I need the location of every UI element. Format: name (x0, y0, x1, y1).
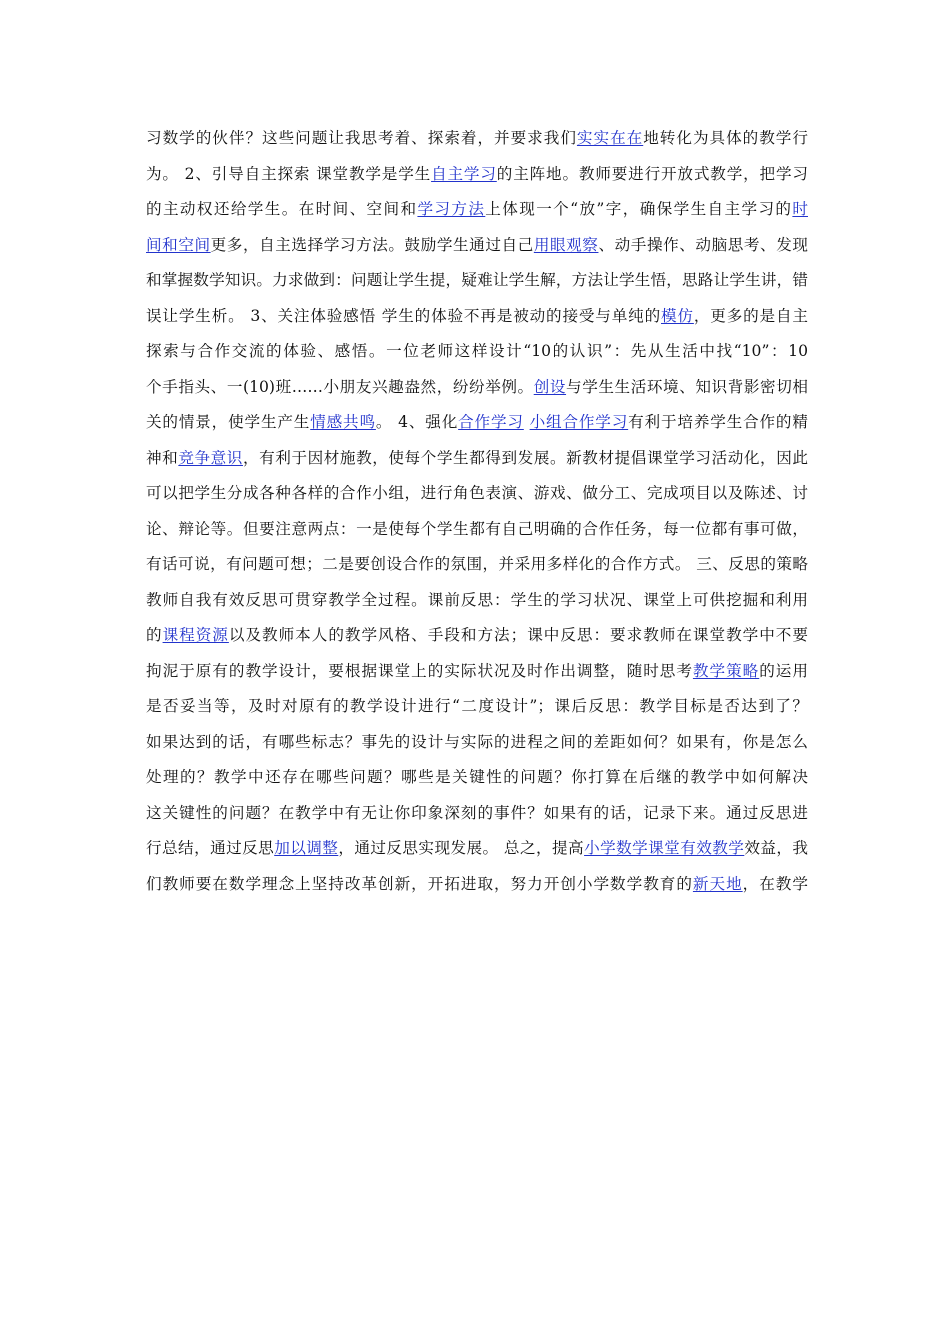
hyperlink[interactable]: 加以调整 (274, 839, 339, 857)
text-run: 和掌握数学知识。力求做到：问题让学生提，疑难让学生解，方法让学生悟，思路让学生讲，错 (146, 271, 808, 289)
text-run: 上体现一个“放”字，确保学生自主学习的 (485, 200, 793, 218)
text-line (146, 760, 808, 796)
text-line (146, 689, 808, 725)
hyperlink[interactable]: 新天地 (692, 874, 743, 893)
text-run: 探索与合作交流的体验、感悟。一位老师这样设计“10的认识”：先从生活中找“10”：10 (146, 342, 808, 360)
hyperlink[interactable]: 用眼观察 (533, 235, 599, 254)
hyperlink[interactable]: 合作学习 (458, 413, 524, 431)
hyperlink[interactable]: 小学数学课堂有效教学 (584, 839, 745, 857)
text-line (146, 476, 808, 512)
hyperlink[interactable]: 间和空间 (146, 235, 211, 254)
text-line (146, 121, 808, 157)
text-line (146, 192, 808, 228)
text-run: 为。 2、引导自主探索 课堂教学是学生 (146, 164, 432, 183)
text-run: 有利于培养学生合作的精 (628, 413, 808, 431)
text-run: ，在教学 (742, 874, 808, 893)
text-run: 可以把学生分成各种各样的合作小组，进行角色表演、游戏、做分工、完成项目以及陈述、讨 (146, 484, 808, 502)
text-run: ，有利于因材施教，使每个学生都得到发展。新教材提倡课堂学习活动化，因此 (242, 448, 808, 467)
text-run: 拘泥于原有的教学设计，要根据课堂上的实际状况及时作出调整，随时思考 (146, 661, 693, 680)
text-line (146, 796, 808, 832)
text-line (146, 441, 808, 477)
text-line (146, 228, 808, 264)
text-run: 们教师要在数学理念上坚持改革创新，开拓进取，努力开创小学数学教育的 (146, 874, 693, 893)
hyperlink[interactable]: 实实在在 (576, 129, 644, 147)
text-line (146, 334, 808, 370)
hyperlink[interactable]: 学习方法 (417, 200, 486, 218)
text-run: 习数学的伙伴？这些问题让我思考着、探索着，并要求我们 (146, 129, 577, 147)
text-run: 如果达到的话，有哪些标志？事先的设计与实际的进程之间的差距如何？如果有，你是怎么 (146, 732, 808, 751)
text-run: 个手指头、一(10)班……小朋友兴趣盎然，纷纷举例。 (146, 377, 534, 396)
hyperlink[interactable]: 时 (792, 200, 808, 218)
text-run: 以及教师本人的教学风格、手段和方法；课中反思：要求教师在课堂教学中不要 (228, 626, 808, 644)
text-run: ，更多的是自主 (693, 306, 808, 325)
text-line (146, 725, 808, 761)
text-line (146, 299, 808, 335)
hyperlink[interactable]: 课程资源 (162, 626, 229, 644)
text-line (146, 263, 808, 299)
text-run: 神和 (146, 448, 179, 467)
text-run: 地转化为具体的教学行 (643, 129, 808, 147)
hyperlink[interactable]: 模仿 (661, 306, 694, 325)
text-run: 有话可说，有问题可想；二是要创设合作的氛围，并采用多样化的合作方式。 三、反思的策略 (146, 555, 808, 573)
text-run: 的运用 (759, 661, 808, 680)
text-line (146, 831, 808, 867)
text-run: 的主阵地。教师要进行开放式教学，把学习 (496, 164, 808, 183)
hyperlink[interactable]: 小组合作学习 (529, 413, 629, 431)
text-run: 这关键性的问题？在教学中有无让你印象深刻的事件？如果有的话，记录下来。通过反思进 (146, 803, 808, 822)
text-run: 效益，我 (744, 839, 808, 857)
text-line (146, 867, 808, 903)
text-run: 关的情景，使学生产生 (146, 413, 311, 431)
text-line (146, 405, 808, 441)
text-line (146, 654, 808, 690)
text-run: 的主动权还给学生。在时间、空间和 (146, 200, 418, 218)
text-run: 是否妥当等，及时对原有的教学设计进行“二度设计”；课后反思：教学目标是否达到了？ (146, 697, 808, 715)
text-line (146, 547, 808, 583)
text-run: 。 4、强化 (375, 413, 459, 431)
hyperlink[interactable]: 创设 (533, 377, 567, 396)
text-line (146, 370, 808, 406)
text-line (146, 512, 808, 548)
text-line (146, 157, 808, 193)
text-run: 与学生生活环境、知识背影密切相 (566, 377, 808, 396)
text-line (146, 583, 808, 619)
text-run: 教师自我有效反思可贯穿教学全过程。课前反思：学生的学习状况、课堂上可供挖掘和利用 (146, 590, 808, 609)
text-run: 、动手操作、动脑思考、发现 (598, 235, 808, 254)
hyperlink[interactable]: 教学策略 (692, 661, 760, 680)
hyperlink[interactable]: 竞争意识 (178, 448, 243, 467)
text-run: ，通过反思实现发展。 总之，提高 (338, 839, 585, 857)
text-run: 行总结，通过反思 (146, 839, 275, 857)
text-run: 论、辩论等。但要注意两点：一是使每个学生都有自己明确的合作任务，每一位都有事可做， (146, 519, 808, 538)
body-text (146, 121, 808, 902)
text-run: 的 (146, 626, 163, 644)
text-run: 更多，自主选择学习方法。鼓励学生通过自己 (210, 235, 534, 254)
text-run: 处理的？教学中还存在哪些问题？哪些是关键性的问题？你打算在后继的教学中如何解决 (146, 768, 808, 786)
hyperlink[interactable]: 情感共鸣 (310, 413, 376, 431)
text-line (146, 618, 808, 654)
hyperlink[interactable]: 自主学习 (431, 164, 497, 183)
text-run: 误让学生析。 3、关注体验感悟 学生的体验不再是被动的接受与单纯的 (146, 306, 661, 325)
